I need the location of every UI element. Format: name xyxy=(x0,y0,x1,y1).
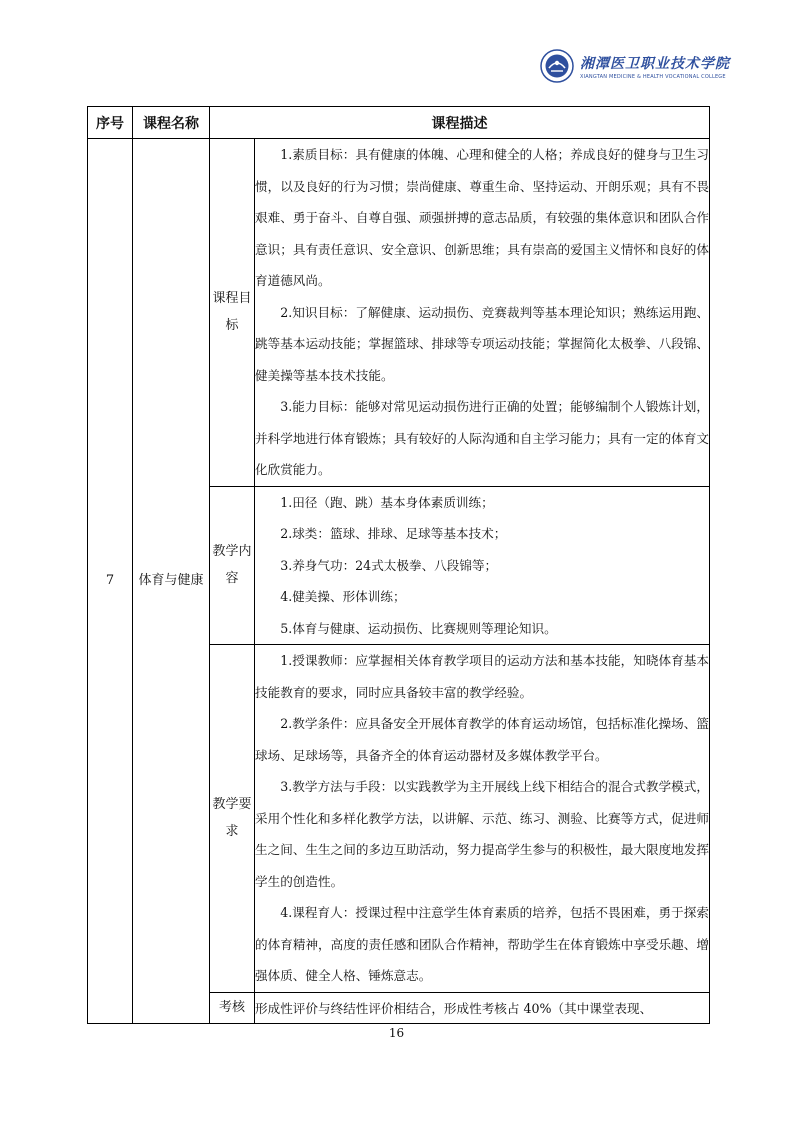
college-seal-icon xyxy=(540,49,574,83)
page-number: 16 xyxy=(388,1026,405,1040)
content-item: 5.体育与健康、运动损伤、比赛规则等理论知识。 xyxy=(280,620,557,636)
logo-chinese-name: 湘潭医卫职业技术学院 xyxy=(580,55,730,72)
college-logo xyxy=(540,46,730,86)
table-header-row xyxy=(88,107,710,139)
objective-paragraph: 1.素质目标：具有健康的体魄、心理和健全的人格；养成良好的健身与卫生习惯，以及良好的行为习惯；崇尚健康、尊重生命、坚持运动、开朗乐观；具有不畏艰难、勇于奋斗、自尊自强、顽强拼搏的意志品质，有较强的集体意识和团队合作意识；具有责任意识、安全意识、创新思维；具有崇高的爱国主义情怀和良好的体育道德风尚。 xyxy=(255,147,709,288)
objective-paragraph: 2.知识目标：了解健康、运动损伤、竞赛裁判等基本理论知识；熟练运用跑、跳等基本运动技能；掌握篮球、排球等专项运动技能；掌握简化太极拳、八段锦、健美操等基本技术技能。 xyxy=(255,304,709,383)
header-course-name: 课程名称 xyxy=(133,107,210,139)
section-label-assessment: 考核 xyxy=(210,992,255,1023)
section-content-assessment: 形成性评价与终结性评价相结合，形成性考核占 40%（其中课堂表现、 xyxy=(255,992,710,1023)
header-number: 序号 xyxy=(88,107,133,139)
section-content-teaching xyxy=(255,486,710,645)
requirement-paragraph: 1.授课教师：应掌握相关体育教学项目的运动方法和基本技能，知晓体育基本技能教育的要求，同时应具备较丰富的教学经验。 xyxy=(255,653,709,700)
section-content-requirements xyxy=(255,645,710,993)
section-label-requirements: 教学要求 xyxy=(210,645,255,993)
logo-english-name: XIANGTAN MEDICINE & HEALTH VOCATIONAL COLLEGE xyxy=(580,73,726,80)
header-course-description: 课程描述 xyxy=(210,107,710,139)
content-item: 2.球类：篮球、排球、足球等基本技术； xyxy=(280,526,507,541)
table-row-course-objectives xyxy=(88,139,710,487)
content-item: 4.健美操、形体训练； xyxy=(280,589,406,604)
row-number: 7 xyxy=(88,139,133,1024)
requirement-paragraph: 4.课程育人：授课过程中注意学生体育素质的培养，包括不畏困难，勇于探索的体育精神，高度的责任感和团队合作精神，帮助学生在体育锻炼中享受乐趣、增强体质、健全人格、锤炼意志。 xyxy=(255,905,709,983)
content-item: 1.田径（跑、跳）基本身体素质训练； xyxy=(280,494,494,510)
section-content-objectives xyxy=(255,139,710,487)
objective-paragraph: 3.能力目标：能够对常见运动损伤进行正确的处置；能够编制个人锻炼计划，并科学地进行体育锻炼；具有较好的人际沟通和自主学习能力；具有一定的体育文化欣赏能力。 xyxy=(255,399,709,477)
requirement-paragraph: 2.教学条件：应具备安全开展体育教学的体育运动场馆，包括标准化操场、篮球场、足球场等，具备齐全的体育运动器材及多媒体教学平台。 xyxy=(255,716,709,763)
requirement-paragraph: 3.教学方法与手段：以实践教学为主开展线上线下相结合的混合式教学模式，采用个性化和多样化教学方法，以讲解、示范、练习、测验、比赛等方式，促进师生之间、生生之间的多边互助活动，努力提高学生参与的积极性，最大限度地发挥学生的创造性。 xyxy=(255,779,709,889)
course-description-table xyxy=(87,106,710,1024)
section-label-objectives: 课程目标 xyxy=(210,139,255,487)
section-label-content: 教学内容 xyxy=(210,486,255,645)
course-name: 体育与健康 xyxy=(133,139,210,1024)
content-item: 3.养身气功：24式太极拳、八段锦等； xyxy=(280,557,498,573)
